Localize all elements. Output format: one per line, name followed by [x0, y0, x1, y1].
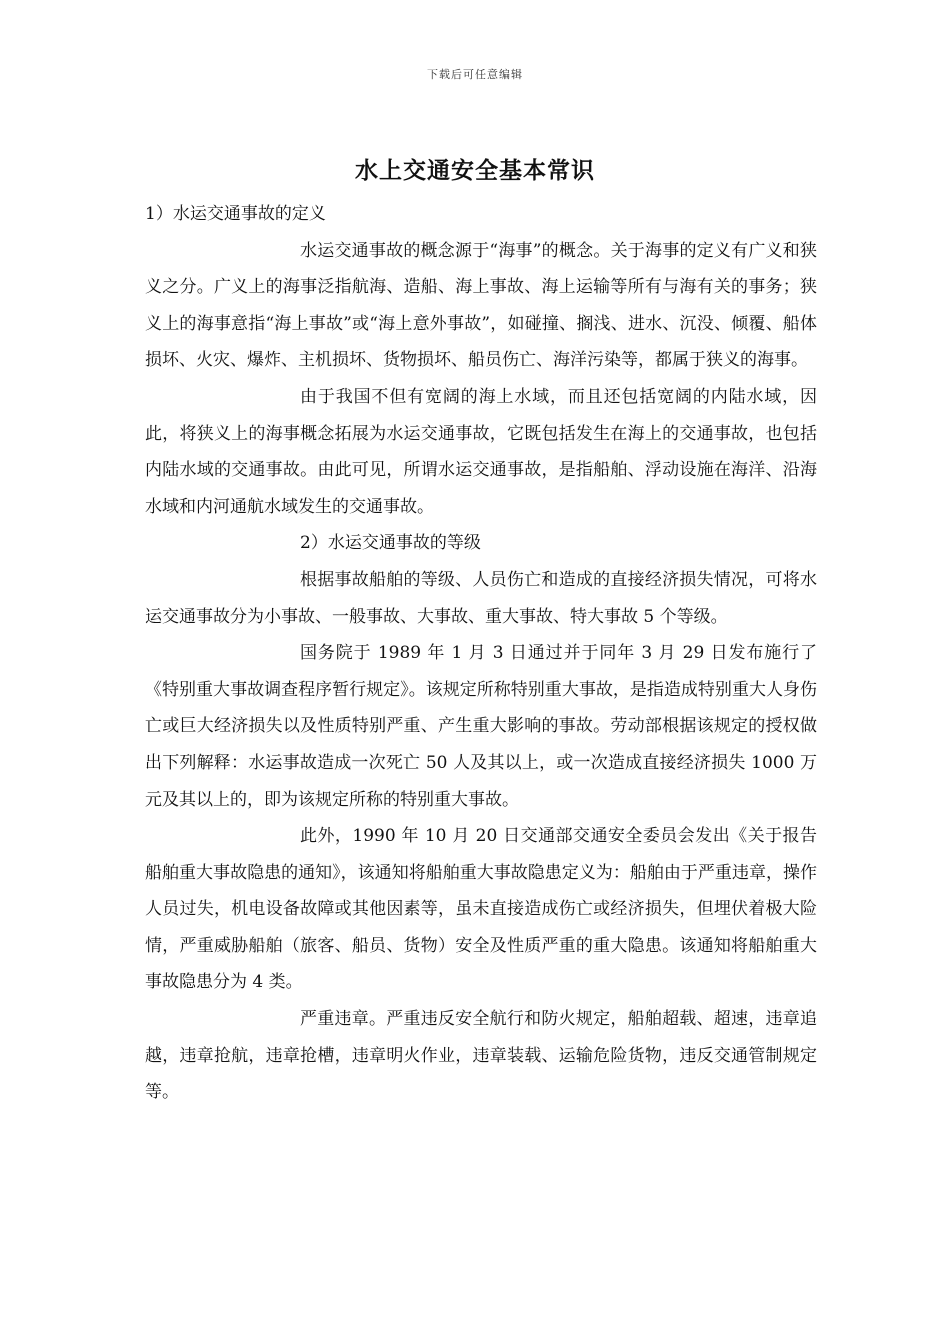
- paragraph-maritime-definition: 水运交通事故的概念源于“海事”的概念。关于海事的定义有广义和狭义之分。广义上的海事泛指航海、造船、海上事故、海上运输等所有与海有关的事务；狭义上的海事意指“海上事故”或“海上意外事故”，如碰撞、搁浅、进水、沉没、倾覆、船体损坏、火灾、爆炸、主机损坏、货物损坏、船员伤亡、海洋污染等，都属于狭义的海事。: [145, 240, 817, 371]
- paragraph-hazard-notice: 此外，1990 年 10 月 20 日交通部交通安全委员会发出《关于报告船舶重大事故隐患的通知》，该通知将船舶重大事故隐患定义为：船舶由于严重违章，操作人员过失，机电设备故障或其他因素等，虽未直接造成伤亡或经济损失，但埋伏着极大险情，严重威胁船舶（旅客、船员、货物）安全及性质严重的重大隐患。该通知将船舶重大事故隐患分为 4 类。: [145, 826, 817, 993]
- document-body: [145, 196, 817, 1111]
- document-title: 水上交通安全基本常识: [355, 157, 595, 184]
- paragraph-accident-levels: 根据事故船舶的等级、人员伤亡和造成的直接经济损失情况，可将水运交通事故分为小事故、一般事故、大事故、重大事故、特大事故 5 个等级。: [145, 569, 817, 627]
- page-header: 下载后可任意编辑: [427, 68, 523, 81]
- section-heading-levels: 2）水运交通事故的等级: [300, 533, 481, 554]
- paragraph-state-council-regulation: 国务院于 1989 年 1 月 3 日通过并于同年 3 月 29 日发布施行了《特别重大事故调查程序暂行规定》。该规定所称特别重大事故，是指造成特别重大人身伤亡或巨大经济损失以及性质特别严重、产生重大影响的事故。劳动部根据该规定的授权做出下列解释：水运事故造成一次死亡 50 人及其以上，或一次造成直接经济损失 1000 万元及其以上的，即为该规定所称的特别重大事故。: [145, 643, 817, 810]
- paragraph-water-accident-scope: 由于我国不但有宽阔的海上水域，而且还包括宽阔的内陆水域，因此，将狭义上的海事概念拓展为水运交通事故，它既包括发生在海上的交通事故，也包括内陆水域的交通事故。由此可见，所谓水运交通事故，是指船舶、浮动设施在海洋、沿海水域和内河通航水域发生的交通事故。: [145, 386, 817, 517]
- section-heading-definition: 1）水运交通事故的定义: [145, 204, 326, 224]
- paragraph-serious-violation: 严重违章。严重违反安全航行和防火规定，船舶超载、超速，违章追越，违章抢航，违章抢槽，违章明火作业，违章装载、运输危险货物，违反交通管制规定等。: [145, 1009, 817, 1103]
